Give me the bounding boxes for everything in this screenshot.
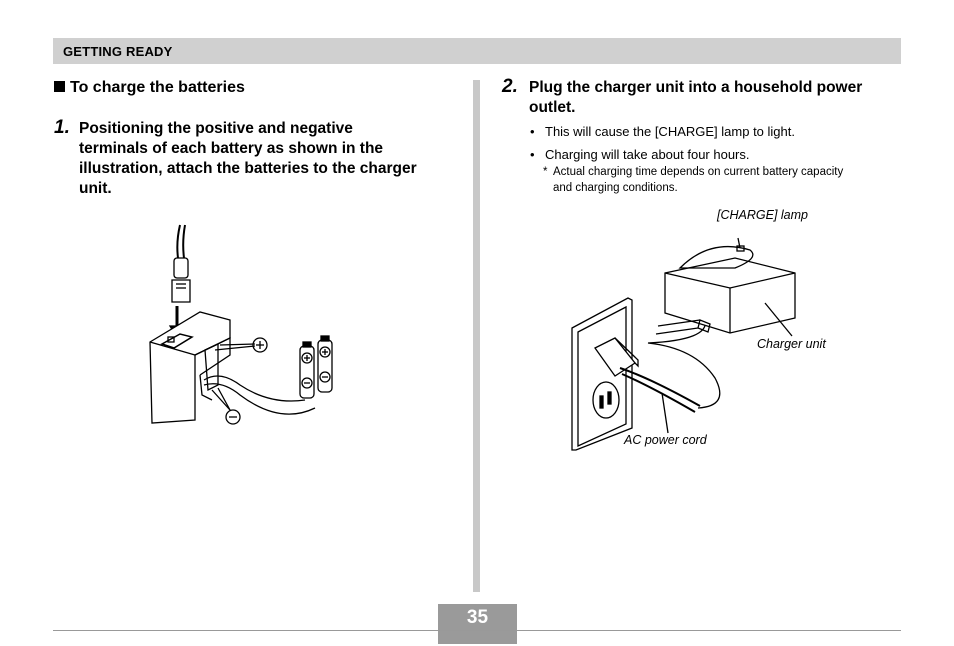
battery-insertion-illustration	[140, 220, 380, 435]
column-divider	[473, 80, 480, 592]
step-1-number: 1.	[54, 117, 70, 138]
asterisk-icon: *	[543, 166, 548, 178]
bullet-item: • Charging will take about four hours.	[530, 147, 750, 162]
ac-power-cord-label: AC power cord	[624, 433, 707, 447]
step-2-text: Plug the charger unit into a household power outlet.	[529, 79, 863, 116]
step-1-text: Positioning the positive and negative terminals of each battery as shown in the illustration, attach the batteries to the charger unit.	[79, 120, 417, 197]
bullet-dot-icon: •	[530, 124, 535, 139]
section-header	[53, 38, 901, 64]
charge-lamp-label: [CHARGE] lamp	[717, 208, 808, 222]
page-number: 35	[466, 607, 489, 628]
section-header-label: GETTING READY	[63, 44, 173, 59]
step-2-number: 2.	[502, 76, 518, 97]
bullet-dot-icon: •	[530, 147, 535, 162]
page-number-box	[438, 604, 517, 644]
section-title: To charge the batteries	[54, 79, 245, 97]
charger-unit-label: Charger unit	[757, 337, 826, 351]
charging-time-note: * Actual charging time depends on current battery capacity and charging conditions.	[543, 166, 844, 194]
square-bullet-icon	[54, 81, 65, 92]
bullet-item: • This will cause the [CHARGE] lamp to light.	[530, 124, 795, 139]
